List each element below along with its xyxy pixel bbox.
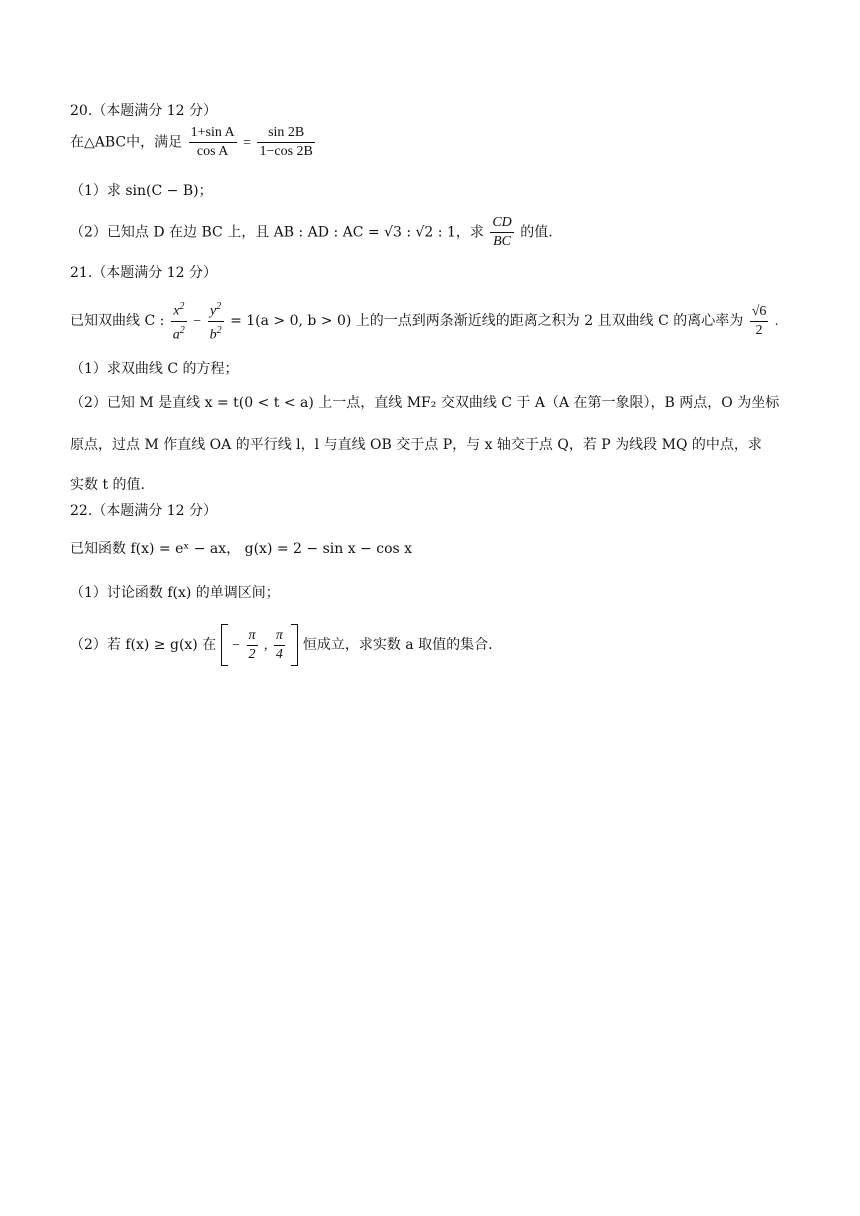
q21-intro: 已知双曲线 C :: [70, 313, 165, 330]
q21-eccentricity: [750, 303, 769, 340]
q21-part1: （1）求双曲线 C 的方程；: [70, 361, 239, 377]
interval-upper: [274, 627, 285, 664]
q20-lhs-fraction: [189, 124, 237, 161]
q21-part2-line2: 原点，过点 M 作直线 OA 的平行线 l，l 与直线 OB 交于点 P，与 x 轴交于点 Q，若 P 为线段 MQ 的中点，求: [70, 437, 762, 453]
q20-rhs-numerator: sin 2B: [257, 124, 314, 143]
q22-part2: [70, 624, 493, 666]
q21-header: 21.（本题满分 12 分）: [70, 265, 217, 281]
q20-rhs-fraction: [257, 124, 314, 161]
q20-ratio-denominator: BC: [493, 234, 511, 249]
q21-y-fraction: [208, 298, 224, 344]
q22-part2-end: 恒成立，求实数 a 取值的集合.: [302, 637, 493, 653]
y-squared: $y^2$: [208, 298, 224, 322]
q21-intro-rest: = 1(a > 0, b > 0) 上的一点到两条渐近线的距离之积为 2 且双曲线 C 的离心率为: [230, 313, 744, 330]
minus-sign: −: [232, 638, 241, 653]
q21-part2-line3: 实数 t 的值.: [70, 477, 145, 493]
a-squared: $a^2$: [172, 324, 185, 343]
eccentricity-denominator: 2: [755, 322, 763, 338]
equals-sign: =: [243, 135, 252, 151]
q22-header: 22.（本题满分 12 分）: [70, 503, 217, 519]
q21-condition: [70, 298, 778, 344]
q20-ratio-fraction: [490, 214, 513, 251]
interval-upper-denominator: 4: [275, 646, 283, 662]
q20-part2-end: 的值.: [520, 224, 553, 241]
q20-lhs-numerator: 1+sin A: [189, 124, 237, 143]
q20-part1: （1）求 sin(C − B)；: [70, 183, 213, 199]
q21-x-fraction: [171, 298, 187, 344]
interval-upper-numerator: π: [274, 627, 285, 646]
eccentricity-numerator: √6: [750, 303, 769, 322]
minus-sign: −: [193, 314, 202, 330]
q20-header: 20.（本题满分 12 分）: [70, 103, 217, 119]
q20-ratio-numerator: CD: [490, 214, 513, 233]
interval-lower-numerator: π: [247, 627, 258, 646]
period: .: [774, 314, 779, 330]
q22-part2-text: （2）若 f(x) ≥ g(x) 在: [70, 637, 217, 653]
q20-rhs-denominator: 1−cos 2B: [259, 144, 313, 159]
q20-lhs-denominator: cos A: [196, 144, 229, 159]
b-squared: $b^2$: [209, 324, 222, 343]
q20-condition: [70, 124, 317, 161]
q22-functions: 已知函数 f(x) = eˣ − ax， g(x) = 2 − sin x − cos x: [70, 541, 413, 557]
comma: ,: [263, 638, 268, 653]
q20-part2-text: （2）已知点 D 在边 BC 上，且 AB : AD : AC = √3 : √2 : 1，求: [70, 224, 484, 241]
q20-part2: [70, 214, 553, 251]
q20-intro: 在△ABC中，满足: [70, 134, 183, 151]
interval-lower-denominator: 2: [248, 646, 256, 662]
q22-part1: （1）讨论函数 f(x) 的单调区间；: [70, 585, 280, 601]
q21-part2-line1: （2）已知 M 是直线 x = t(0 < t < a) 上一点，直线 MF₂ 交双曲线 C 于 A（A 在第一象限），B 两点，O 为坐标: [70, 395, 780, 411]
x-squared: $x^2$: [171, 298, 187, 322]
left-bracket: [221, 624, 228, 666]
interval-lower: [247, 627, 258, 664]
right-bracket: [291, 624, 298, 666]
